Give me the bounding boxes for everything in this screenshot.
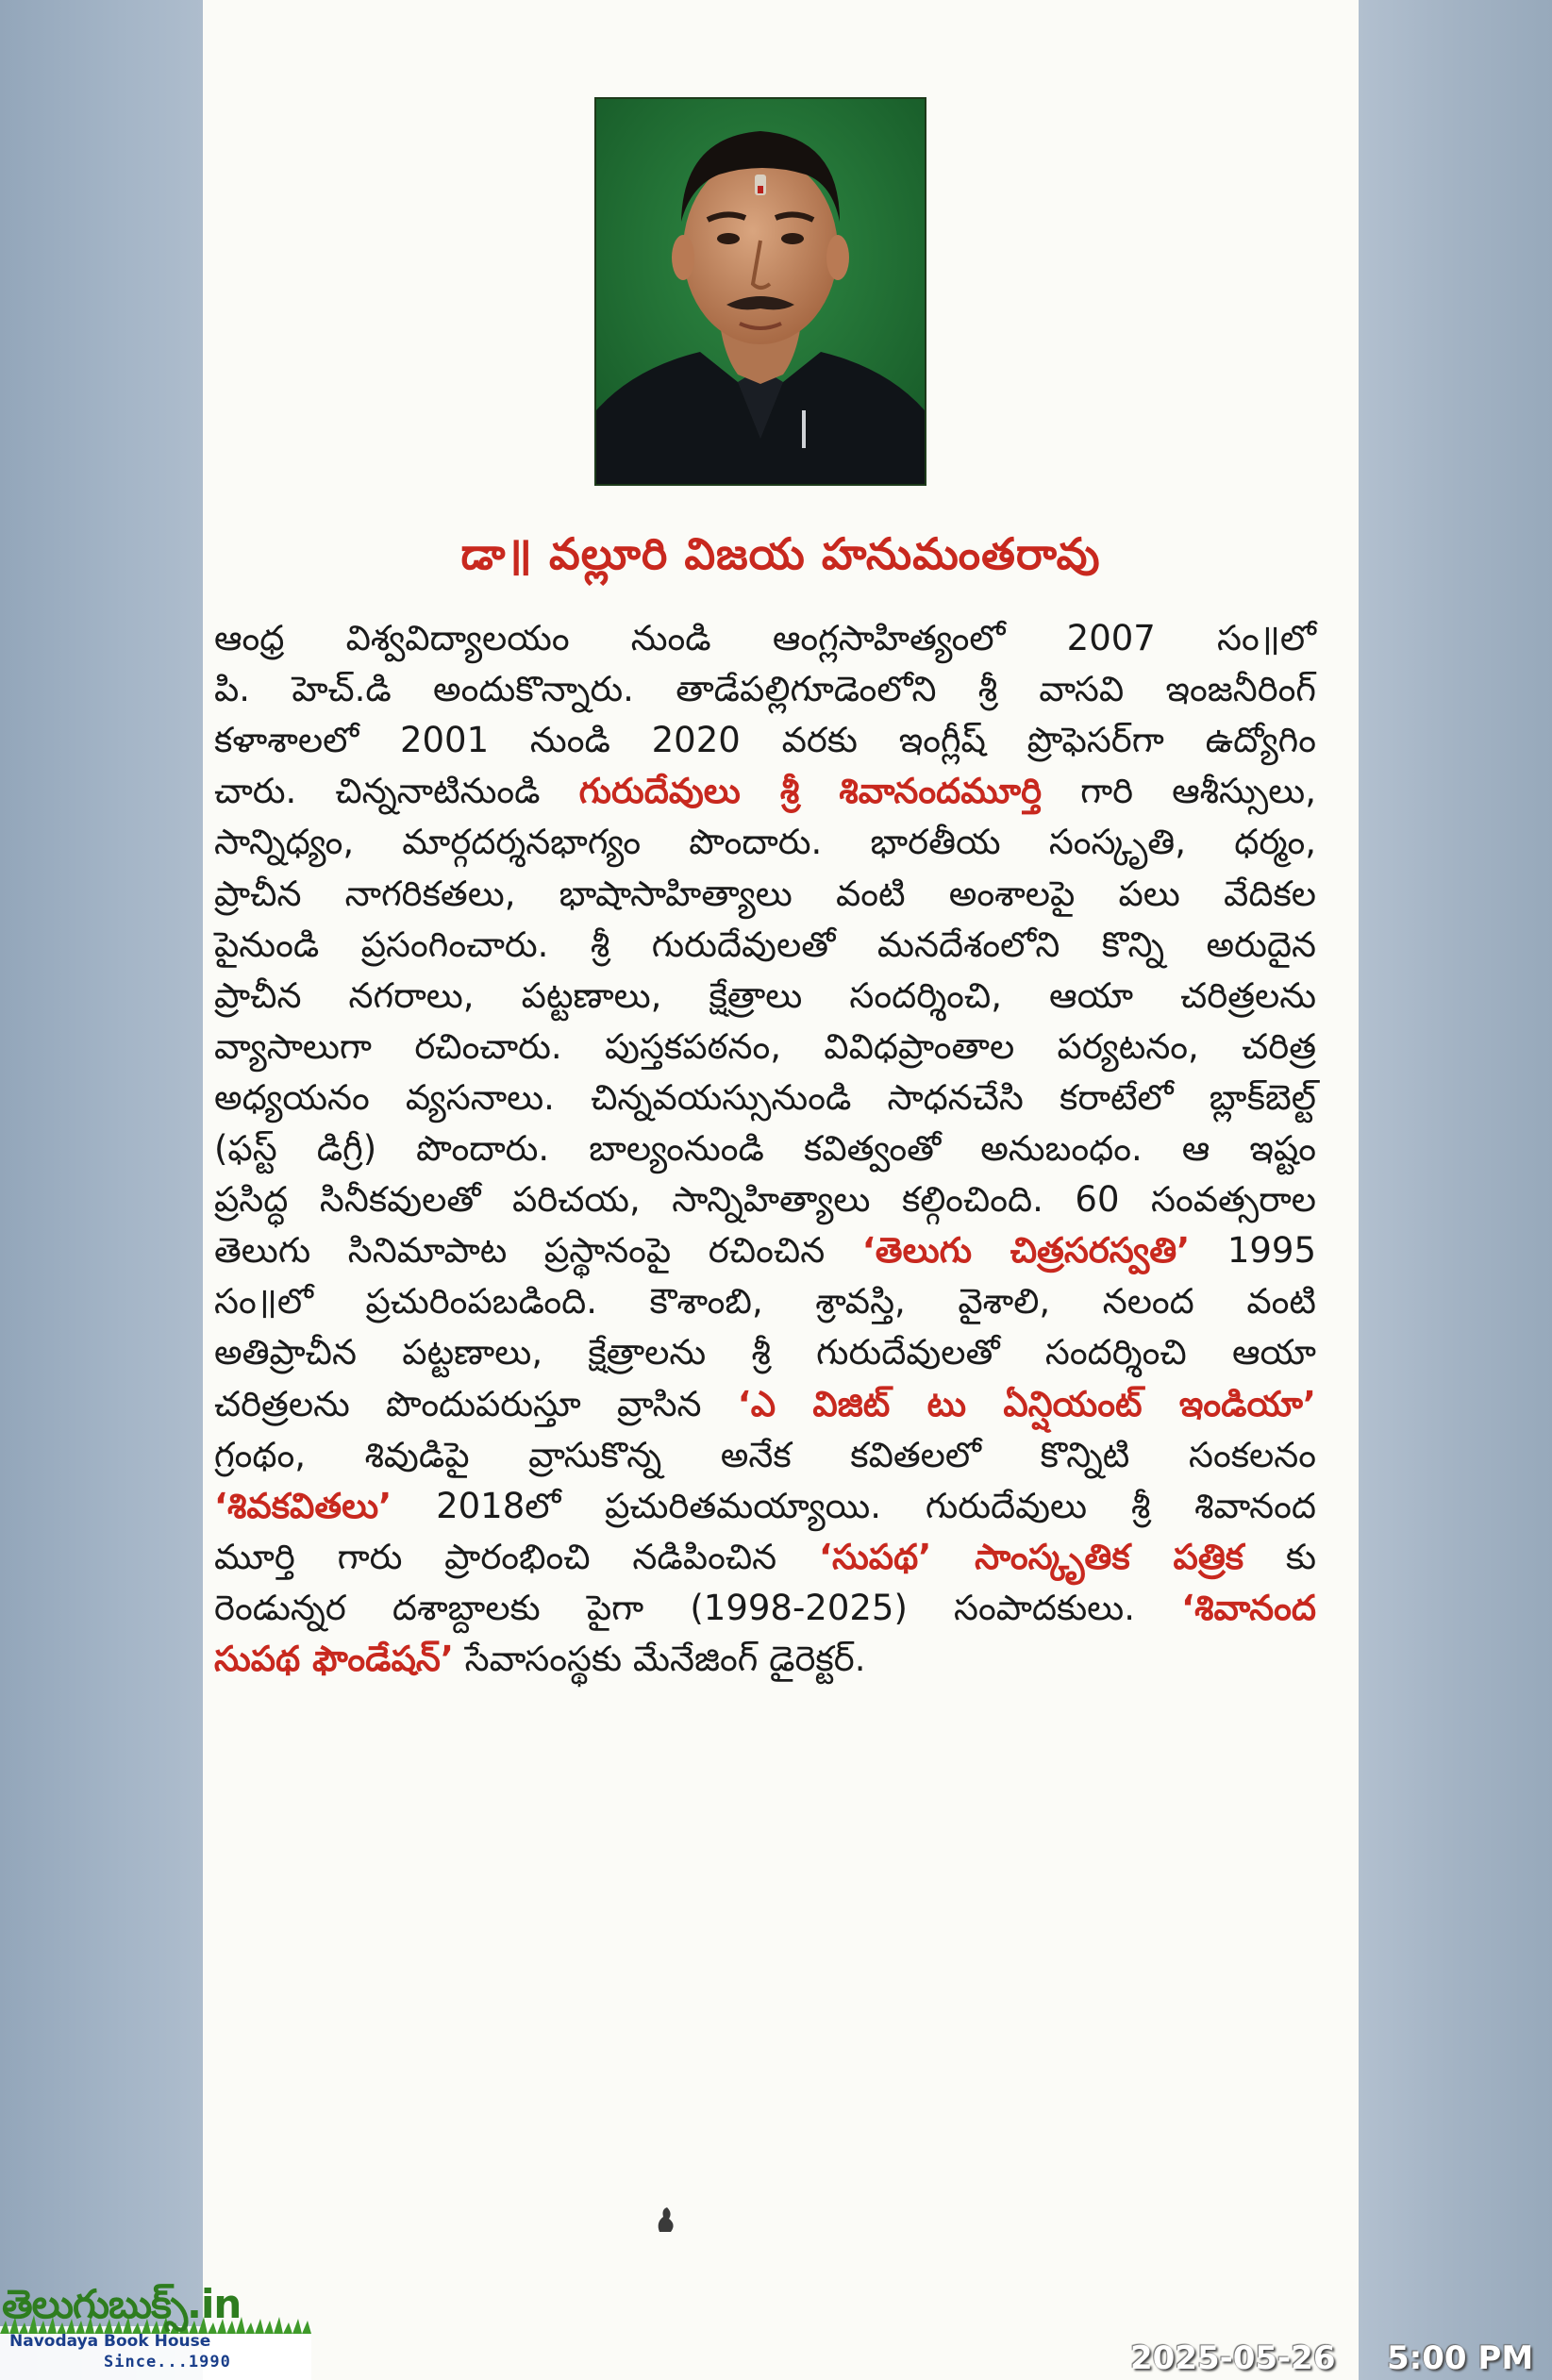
bio-line — [214, 1532, 1316, 1583]
watermark-publisher: Navodaya Book House — [9, 2332, 211, 2351]
bio-line — [214, 817, 1316, 868]
bio-text: అధ్యయనం వ్యసనాలు. చిన్నవయస్సునుండి సాధనచేసి కరాటేలో బ్లాక్‌బెల్ట్ — [214, 1076, 1316, 1118]
bio-text: 2018లో ప్రచురితమయ్యాయి. గురుదేవులు శ్రీ శివానంద — [392, 1485, 1316, 1526]
bio-line — [214, 1583, 1316, 1634]
bio-text: 1995 — [1190, 1230, 1316, 1272]
bio-text: సం॥లో ప్రచురింపబడింది. కౌశాంబి, శ్రావస్తి, వైశాలి, నలంద వంటి — [214, 1281, 1316, 1323]
bio-line — [214, 664, 1316, 715]
bio-line — [214, 920, 1316, 971]
bio-highlight: ‘ఎ విజిట్ టు ఏన్షియంట్ ఇండియా’ — [737, 1383, 1316, 1424]
bio-text: ఆంధ్ర విశ్వవిద్యాలయం నుండి ఆంగ్లసాహిత్యంలో 2007 సం॥లో — [214, 618, 1316, 658]
ink-smudge — [654, 2205, 678, 2234]
bio-line — [214, 1174, 1316, 1225]
bio-text: ప్రాచీన నాగరికతలు, భాషాసాహిత్యాలు వంటి అంశాలపై పలు వేదికల — [214, 873, 1316, 914]
bio-line — [214, 1225, 1316, 1276]
bio-highlight: ‘శివానంద — [1181, 1587, 1316, 1628]
bio-text: కళాశాలలో 2001 నుండి 2020 వరకు ఇంగ్లీష్ ప్రొఫెసర్‌గా ఉద్యోగిం — [214, 720, 1316, 761]
watermark-since: Since...1990 — [104, 2353, 231, 2372]
bio-line — [214, 1634, 1316, 1685]
bio-line — [214, 1379, 1316, 1430]
bio-line — [214, 766, 1316, 817]
bio-text: సేవాసంస్థకు మేనేజింగ్ డైరెక్టర్. — [453, 1639, 866, 1679]
bio-highlight: గురుదేవులు శ్రీ శివానందమూర్తి — [578, 771, 1043, 812]
bio-text: గ్రంథం, శివుడిపై వ్రాసుకొన్న అనేక కవితలలో కొన్నిటి సంకలనం — [214, 1434, 1316, 1475]
bio-text: మూర్తి గారు ప్రారంభించి నడిపించిన — [214, 1536, 819, 1577]
bio-text: పి. హెచ్.డి అందుకొన్నారు. తాడేపల్లిగూడెంలోని శ్రీ వాసవి ఇంజనీరింగ్ — [214, 669, 1316, 710]
bio-text: రెండున్నర దశాబ్దాలకు పైగా (1998-2025) సంపాదకులు. — [214, 1587, 1182, 1628]
bio-text: ప్రాచీన నగరాలు, పట్టణాలు, క్షేత్రాలు సందర్శించి, ఆయా చరిత్రలను — [214, 974, 1316, 1016]
right-background-band — [1359, 0, 1552, 2380]
bio-line — [214, 869, 1316, 920]
bio-highlight: ‘తెలుగు చిత్రసరస్వతి’ — [861, 1230, 1191, 1272]
bio-highlight: ‘శివకవితలు’ — [214, 1485, 392, 1526]
bio-line — [214, 1276, 1316, 1327]
bio-text: తెలుగు సినిమాపాట ప్రస్థానంపై రచించిన — [214, 1230, 862, 1272]
timestamp-date: 2025-05-26 — [1130, 2339, 1336, 2377]
bio-text: ప్రసిద్ధ సినీకవులతో పరిచయ, సాన్నిహిత్యాలు కల్గించింది. 60 సంవత్సరాల — [214, 1179, 1316, 1221]
bio-highlight: సుపథ ఫౌండేషన్’ — [214, 1639, 454, 1679]
bio-line — [214, 1123, 1316, 1174]
bio-text: పైనుండి ప్రసంగించారు. శ్రీ గురుదేవులతో మనదేశంలోని కొన్ని అరుదైన — [214, 924, 1316, 965]
bio-line — [214, 971, 1316, 1022]
bio-line — [214, 613, 1316, 664]
bio-text: కు — [1243, 1536, 1316, 1577]
author-name: డా॥ వల్లూరి విజయ హనుమంతరావు — [460, 528, 1101, 579]
book-back-cover — [203, 0, 1359, 2380]
bio-line — [214, 1327, 1316, 1378]
author-photo — [594, 97, 926, 486]
bio-text: సాన్నిధ్యం, మార్గదర్శనభాగ్యం పొందారు. భారతీయ సంస్కృతి, ధర్మం, — [214, 822, 1316, 863]
bio-highlight: ‘సుపథ’ సాంస్కృతిక పత్రిక — [818, 1536, 1244, 1577]
bio-text: చరిత్రలను పొందుపరుస్తూ వ్రాసిన — [214, 1383, 738, 1424]
bio-text: గారి ఆశీస్సులు, — [1042, 771, 1316, 812]
bio-line — [214, 715, 1316, 766]
timestamp-time: 5:00 PM — [1387, 2339, 1534, 2377]
bio-text: (ఫస్ట్ డిగ్రీ) పొందారు. బాల్యంనుండి కవిత్వంతో అనుబంధం. ఆ ఇష్టం — [214, 1128, 1316, 1169]
bio-text: వ్యాసాలుగా రచించారు. పుస్తకపఠనం, వివిధప్రాంతాల పర్యటనం, చరిత్ర — [214, 1025, 1316, 1067]
bio-text: చారు. చిన్ననాటినుండి — [214, 771, 579, 812]
bio-line — [214, 1073, 1316, 1123]
bio-text: అతిప్రాచీన పట్టణాలు, క్షేత్రాలను శ్రీ గురుదేవులతో సందర్శించి ఆయా — [214, 1332, 1316, 1373]
left-background-band — [0, 0, 203, 2380]
bio-line — [214, 1481, 1316, 1532]
bio-line — [214, 1430, 1316, 1481]
bio-line — [214, 1022, 1316, 1073]
watermark-brand: తెలుగుబుక్స్.in — [2, 2281, 242, 2327]
